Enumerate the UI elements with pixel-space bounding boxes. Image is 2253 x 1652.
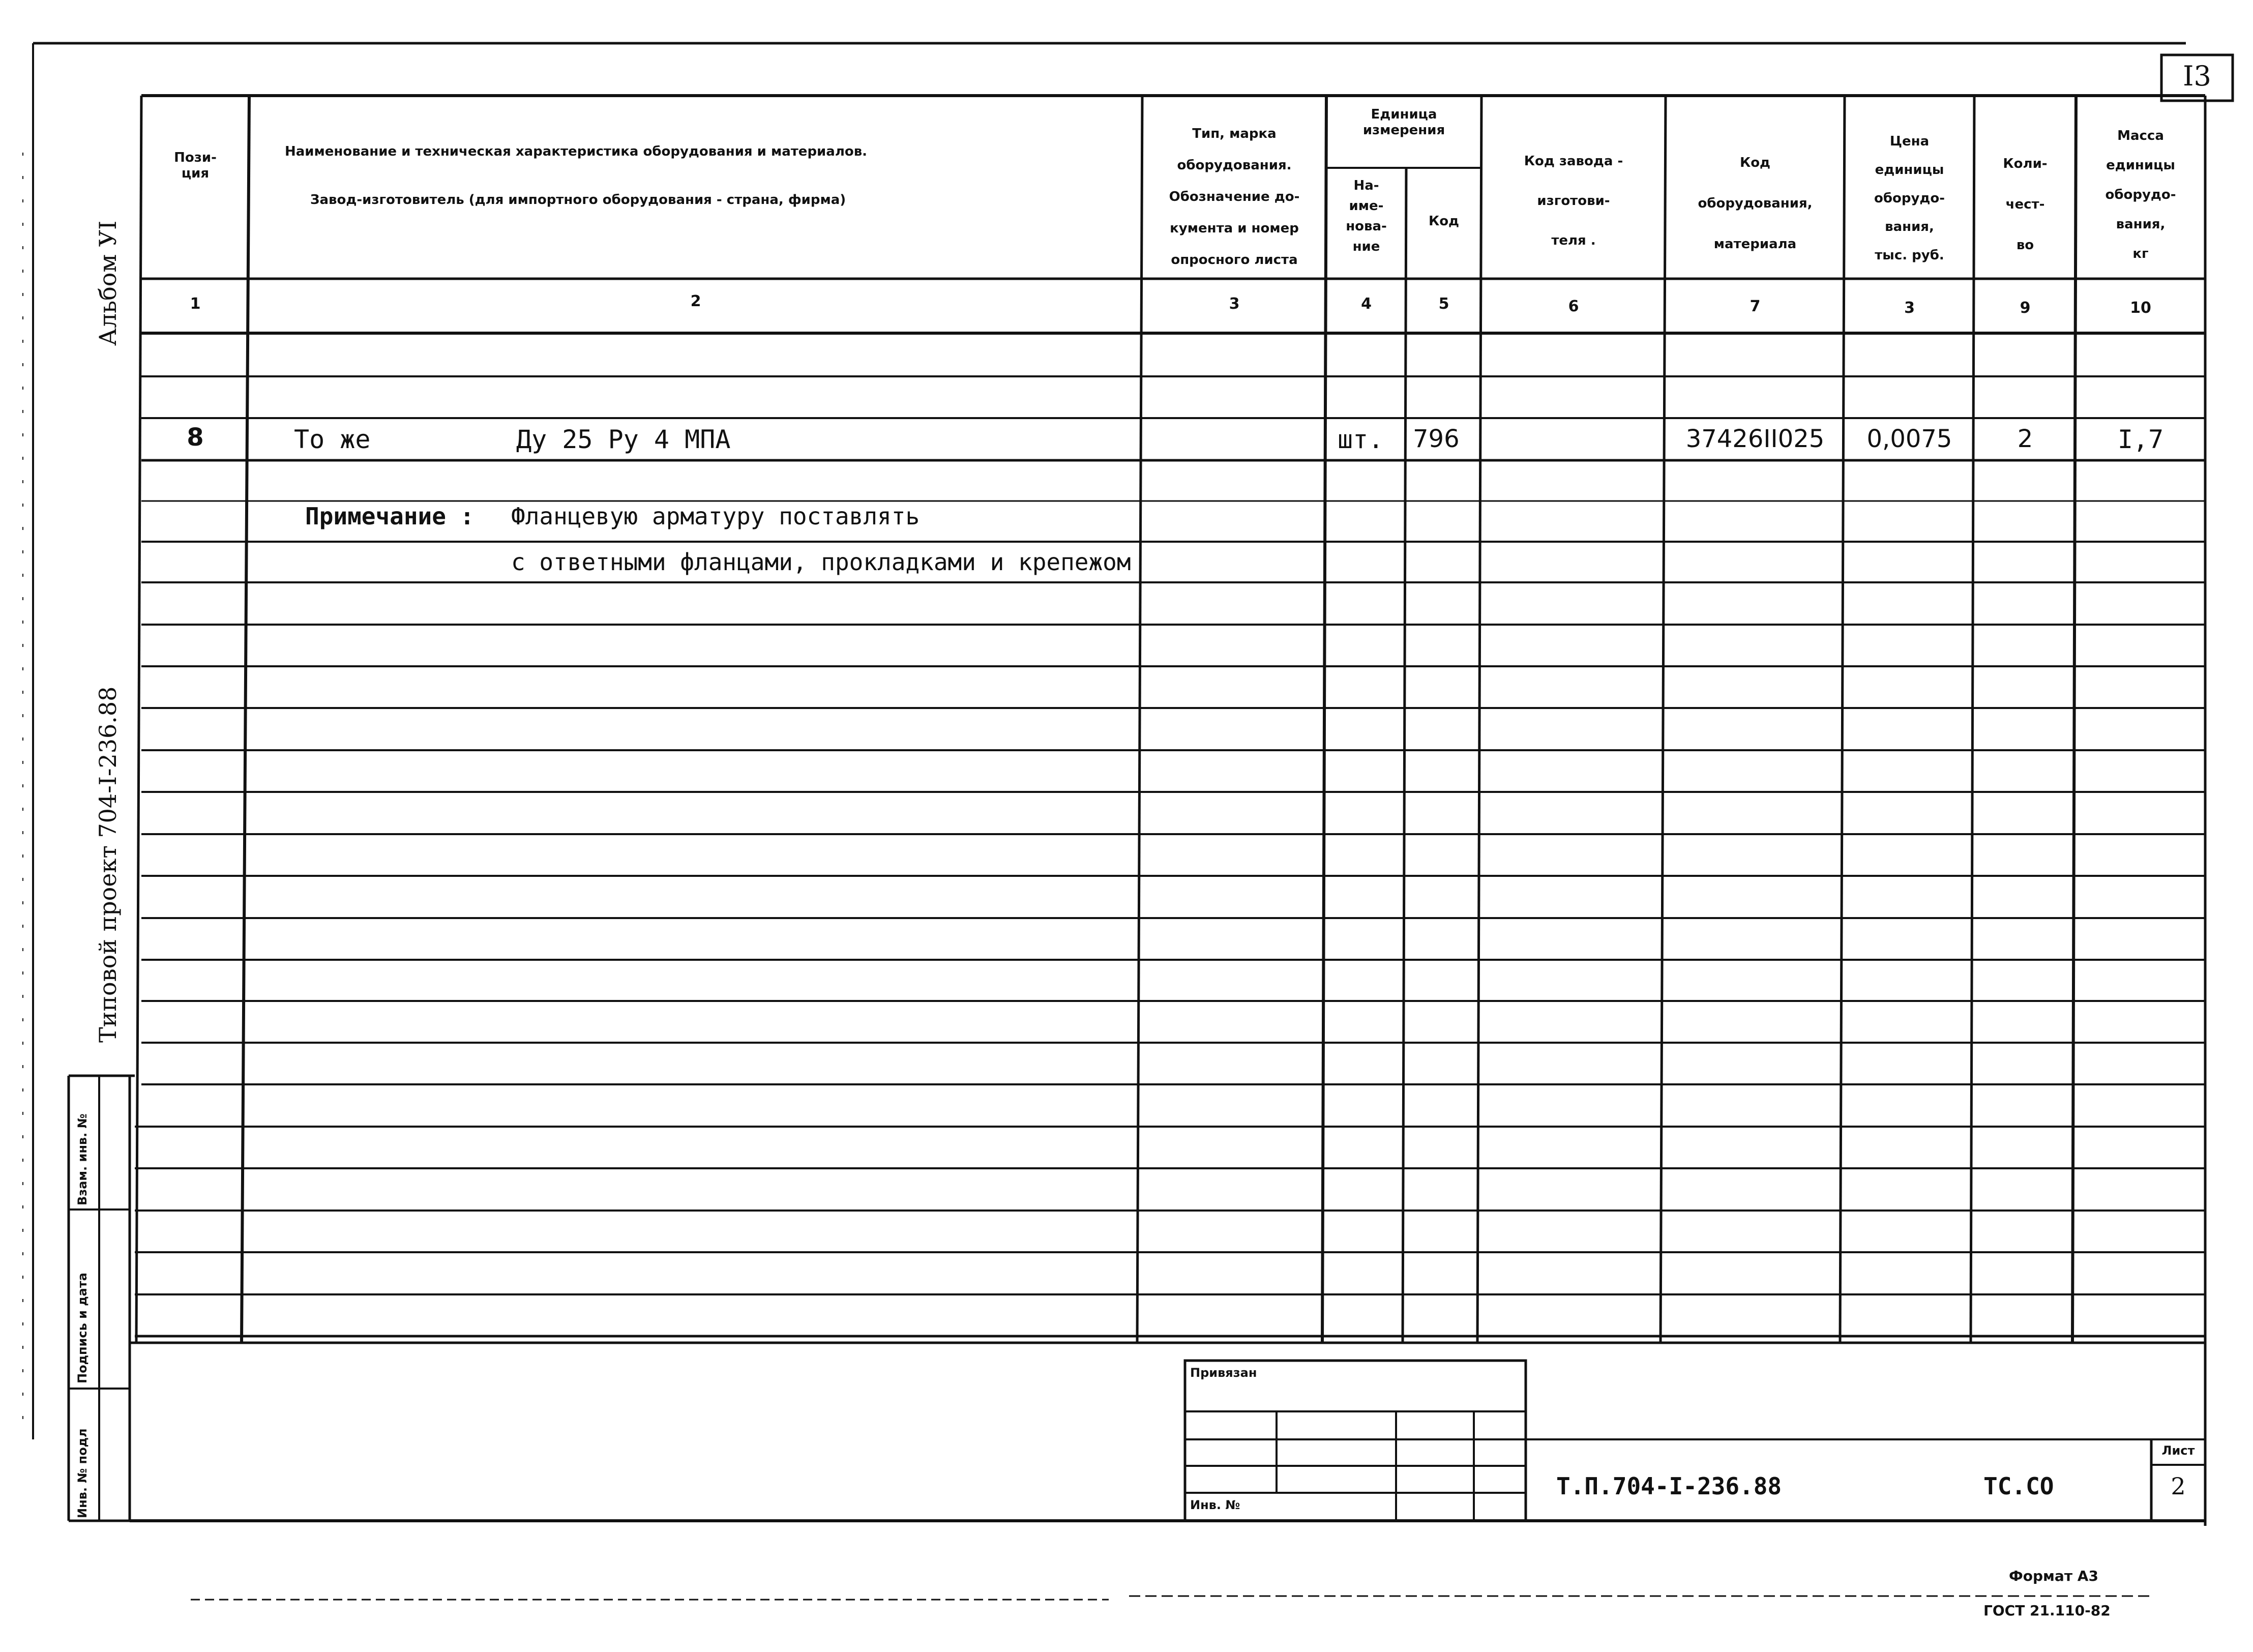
colnum-10: 10 xyxy=(2130,299,2151,317)
header-type: Тип, марка оборудования. Обозначение до- кумента и номер опросного листа xyxy=(1169,126,1300,268)
header-name-line2: Завод-изготовитель (для импортного оборудования - страна, фирма) xyxy=(310,192,846,208)
privyazan-label: Привязан xyxy=(1190,1366,1257,1380)
colnum-1: 1 xyxy=(190,295,201,313)
doc-code: Т.П.704-I-236.88 xyxy=(1556,1472,1782,1500)
colnum-6: 6 xyxy=(1568,298,1579,315)
note-line2: с ответными фланцами, прокладками и крепежом xyxy=(511,548,1131,576)
row-unit: шт. xyxy=(1338,425,1384,454)
row-price: 0,0075 xyxy=(1866,425,1952,453)
stamp-inv-podl: Инв. № подл xyxy=(75,1428,90,1518)
header-mass: Масса единицы оборудо- вания, кг xyxy=(2105,128,2176,261)
doc-mark: ТС.СО xyxy=(1983,1472,2054,1500)
gost-label: ГОСТ 21.110-82 xyxy=(1983,1602,2111,1619)
colnum-2: 2 xyxy=(690,292,701,310)
colnum-7: 7 xyxy=(1750,298,1761,315)
row-mass: I,7 xyxy=(2117,425,2164,454)
note-line1: Фланцевую арматуру поставлять xyxy=(511,503,920,530)
colnum-3: 3 xyxy=(1229,295,1240,313)
header-price: Цена единицы оборудо- вания, тыс. руб. xyxy=(1874,134,1945,263)
inv-no-label: Инв. № xyxy=(1190,1498,1240,1512)
row-material-code: 37426II025 xyxy=(1685,425,1825,453)
sheet-number: I3 xyxy=(2183,60,2211,92)
header-name-line1: Наименование и техническая характеристика оборудования и материалов. xyxy=(285,144,868,159)
colnum-4: 4 xyxy=(1361,295,1372,313)
row-position: 8 xyxy=(187,423,204,452)
stamp-podpis-data: Подпись и дата xyxy=(75,1273,90,1383)
header-unit-name: На- име- нова- ние xyxy=(1346,178,1387,254)
project-label: Типовой проект 704-I-236.88 xyxy=(94,686,122,1043)
colnum-8: 3 xyxy=(1904,299,1915,317)
list-label: Лист xyxy=(2161,1443,2195,1458)
row-unit-code: 796 xyxy=(1413,425,1460,453)
header-position: Пози- ция xyxy=(174,150,217,181)
note-label: Примечание : xyxy=(305,503,475,530)
row-spec: Ду 25 Ру 4 МПА xyxy=(516,425,731,454)
header-plant-code: Код завода - изготови- теля . xyxy=(1524,154,1623,248)
header-quantity: Коли- чест- во xyxy=(2003,156,2048,253)
colnum-9: 9 xyxy=(2020,299,2031,317)
album-label: Альбом УI xyxy=(94,220,122,346)
row-name: То же xyxy=(294,425,371,454)
list-number: 2 xyxy=(2171,1472,2186,1500)
format-label: Формат А3 xyxy=(2009,1568,2098,1584)
stamp-vzam-inv: Взам. инв. № xyxy=(75,1113,90,1205)
row-quantity: 2 xyxy=(2017,425,2033,453)
header-unit-group: Единица измерения xyxy=(1362,107,1445,138)
colnum-5: 5 xyxy=(1438,295,1449,313)
header-material-code: Код оборудования, материала xyxy=(1698,155,1813,252)
header-unit-code: Код xyxy=(1428,214,1460,229)
